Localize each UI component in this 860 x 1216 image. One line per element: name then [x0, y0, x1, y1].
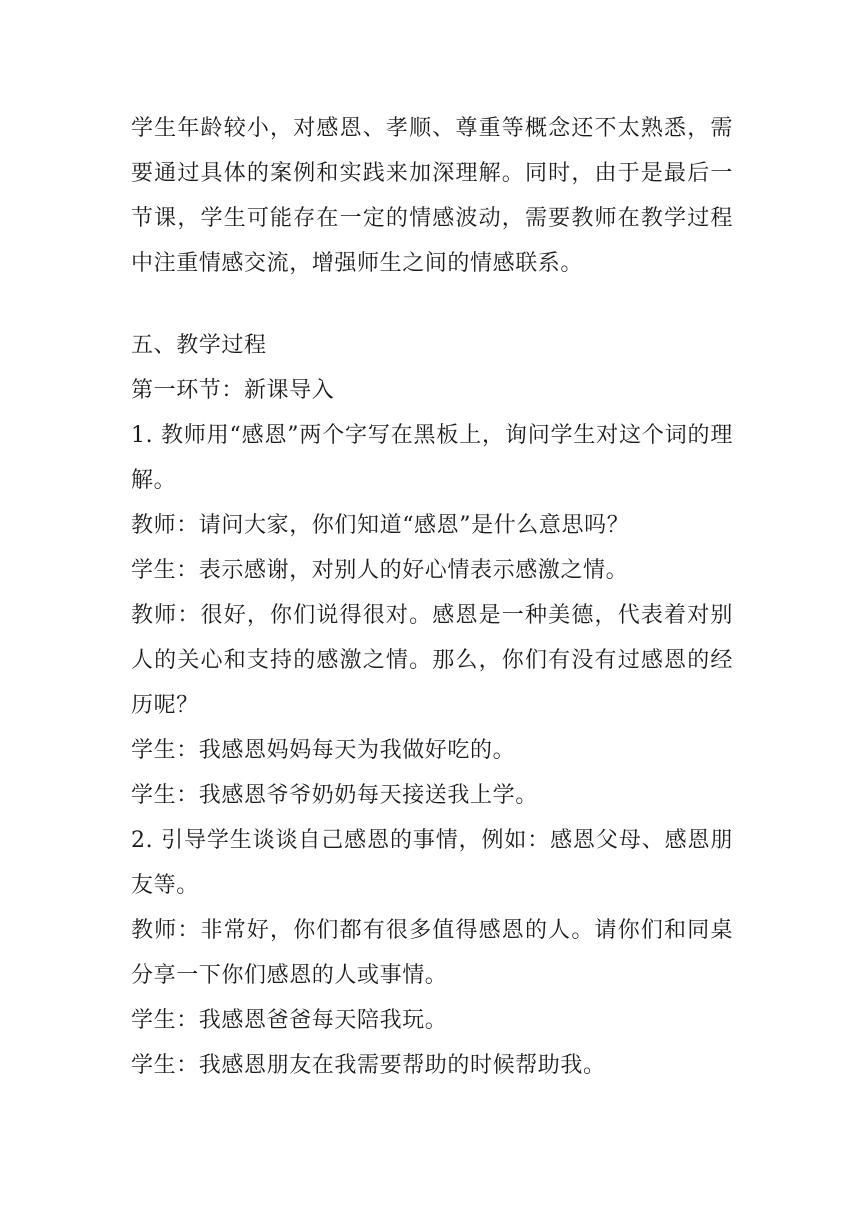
document-body: [131, 106, 733, 1088]
dialogue-line: 学生：我感恩爷爷奶奶每天接送我上学。: [131, 783, 538, 808]
paragraph-spacer: [131, 286, 733, 323]
dialogue-line: 学生：表示感谢，对别人的好心情表示感激之情。: [131, 558, 629, 583]
section-heading: 五、教学过程: [131, 333, 267, 358]
dialogue-line: 学生：我感恩妈妈每天为我做好吃的。: [131, 738, 516, 763]
step-2-instruction: 2. 引导学生谈谈自己感恩的事情，例如：感恩父母、感恩朋友等。: [131, 828, 733, 898]
step-1-instruction: 1. 教师用“感恩”两个字写在黑板上，询问学生对这个词的理解。: [131, 423, 733, 493]
dialogue-line: 教师：请问大家，你们知道“感恩”是什么意思吗？: [131, 513, 630, 538]
subsection-heading: 第一环节：新课导入: [131, 378, 335, 403]
dialogue-line: 教师：很好，你们说得很对。感恩是一种美德，代表着对别人的关心和支持的感激之情。那么，你们有没有过感恩的经历呢？: [131, 603, 733, 718]
dialogue-line: 学生：我感恩朋友在我需要帮助的时候帮助我。: [131, 1053, 606, 1078]
dialogue-line: 教师：非常好，你们都有很多值得感恩的人。请你们和同桌分享一下你们感恩的人或事情。: [131, 918, 733, 988]
dialogue-line: 学生：我感恩爸爸每天陪我玩。: [131, 1008, 448, 1033]
intro-paragraph: 学生年龄较小，对感恩、孝顺、尊重等概念还不太熟悉，需要通过具体的案例和实践来加深理解。同时，由于是最后一节课，学生可能存在一定的情感波动，需要教师在教学过程中注重情感交流，增强师生之间的情感联系。: [131, 116, 733, 276]
